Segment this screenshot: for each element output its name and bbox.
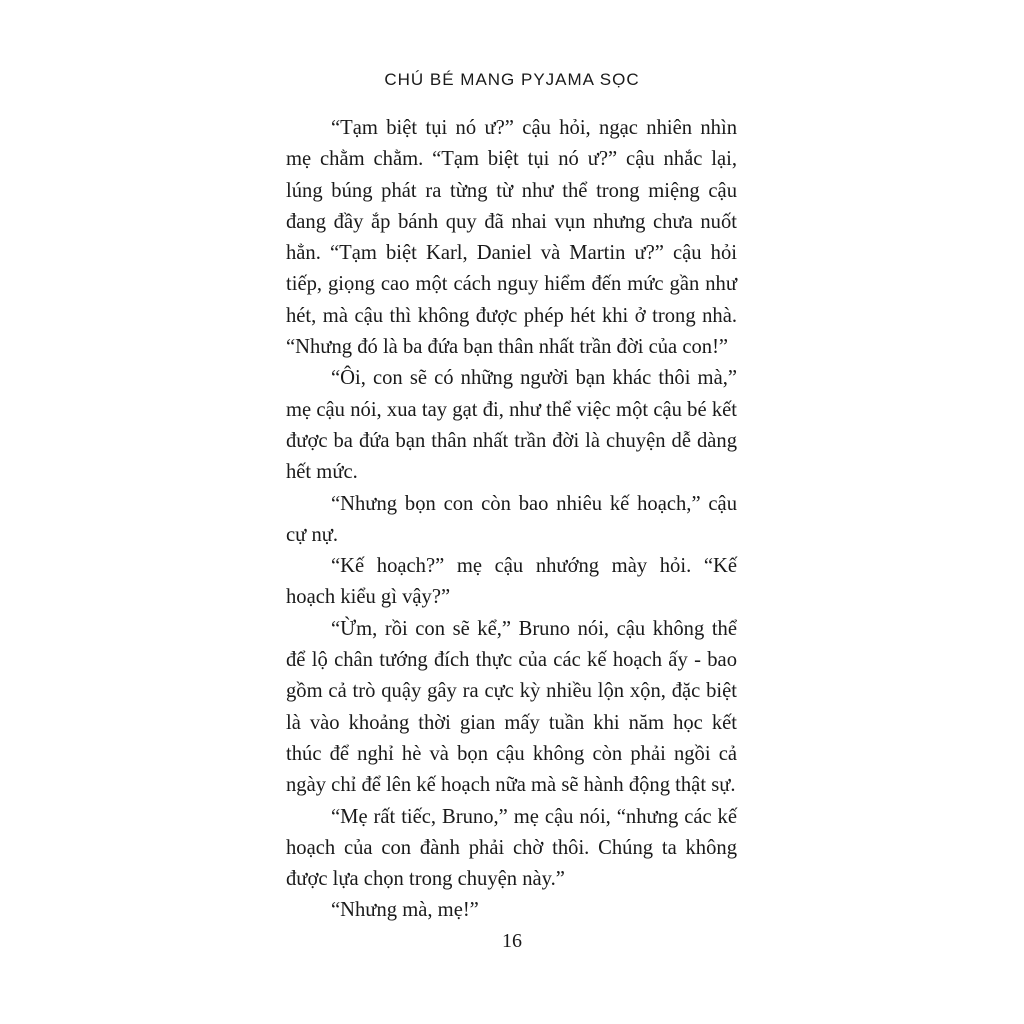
paragraph: “Tạm biệt tụi nó ư?” cậu hỏi, ngạc nhiên nhìn mẹ chằm chằm. “Tạm biệt tụi nó ư?” cậu nhắc lại, lúng búng phát ra từng từ như thể trong miệng cậu đang đầy ắp bánh quy đã nhai vụn nhưng chưa nuốt hẳn. “Tạm biệt Karl, Daniel và Martin ư?” cậu hỏi tiếp, giọng cao một cách nguy hiểm đến mức gần như hét, mà cậu thì không được phép hét khi ở trong nhà. “Nhưng đó là ba đứa bạn thân nhất trần đời của con!”: [286, 117, 737, 359]
paragraph: “Mẹ rất tiếc, Bruno,” mẹ cậu nói, “nhưng các kế hoạch của con đành phải chờ thôi. Chúng ta không được lựa chọn trong chuyện này.”: [286, 805, 737, 891]
body-text: [286, 113, 737, 927]
paragraph: “Ôi, con sẽ có những người bạn khác thôi mà,” mẹ cậu nói, xua tay gạt đi, như thể việc một cậu bé kết được ba đứa bạn thân nhất trần đời là chuyện dễ dàng hết mức.: [286, 367, 737, 484]
paragraph: “Nhưng bọn con còn bao nhiêu kế hoạch,” cậu cự nự.: [286, 492, 737, 546]
paragraph: “Ừm, rồi con sẽ kể,” Bruno nói, cậu không thể để lộ chân tướng đích thực của các kế hoạch ấy - bao gồm cả trò quậy gây ra cực kỳ nhiều lộn xộn, đặc biệt là vào khoảng thời gian mấy tuần khi năm học kết thúc để nghỉ hè và bọn cậu không còn phải ngồi cả ngày chỉ để lên kế hoạch nữa mà sẽ hành động thật sự.: [286, 617, 737, 797]
page-number: 16: [502, 930, 522, 952]
running-title: CHÚ BÉ MANG PYJAMA SỌC: [384, 70, 640, 89]
paragraph: “Kế hoạch?” mẹ cậu nhướng mày hỏi. “Kế hoạch kiểu gì vậy?”: [286, 555, 737, 609]
paragraph: “Nhưng mà, mẹ!”: [331, 899, 479, 922]
